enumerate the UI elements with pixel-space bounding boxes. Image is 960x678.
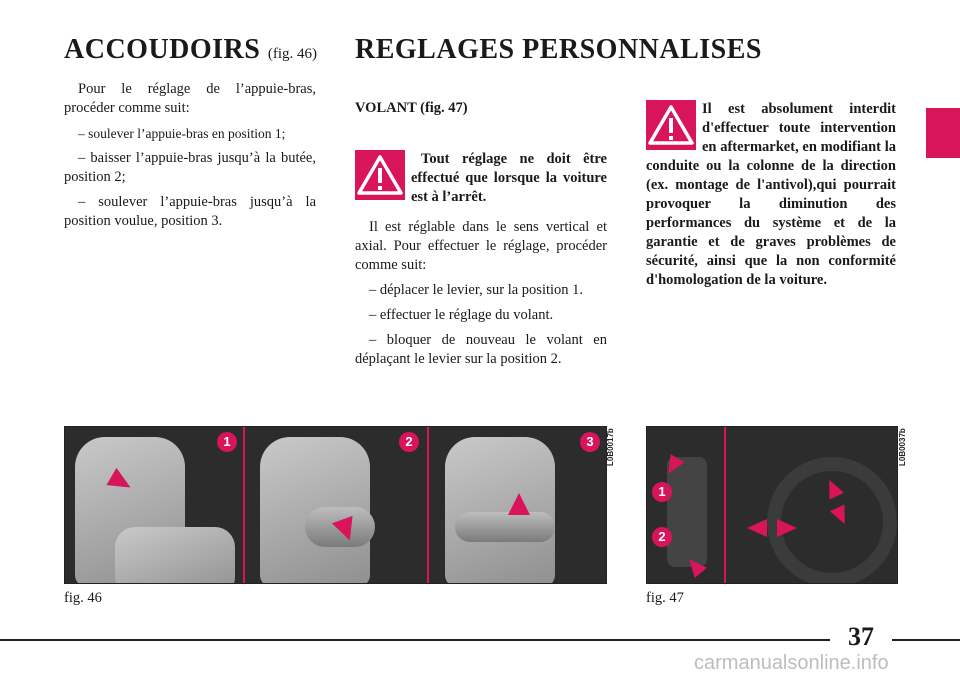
paragraph: Il est réglable dans le sens vertical et axial. Pour effectuer le réglage, procéder comme suit:	[355, 219, 607, 273]
position-badge: 1	[652, 482, 672, 502]
paragraph: – déplacer le levier, sur la position 1.	[369, 282, 584, 298]
fig47-image	[646, 426, 898, 584]
paragraph: – effectuer le réglage du volant.	[369, 307, 554, 323]
fig46-code: L0B0017b	[606, 428, 615, 466]
arrow-icon	[777, 519, 797, 537]
fig46-caption: fig. 46	[64, 590, 102, 606]
section-title-accoudoirs: ACCOUDOIRS (fig. 46)	[64, 34, 318, 65]
chapter-tab	[926, 108, 960, 158]
paragraph: – soulever l’appuie-bras jusqu’à la position voulue, position 3.	[64, 194, 316, 229]
volant-text	[355, 218, 607, 375]
position-badge: 3	[580, 432, 600, 452]
warning-icon	[355, 150, 405, 200]
armrest	[455, 512, 555, 542]
fig-ref: (fig. 46)	[267, 46, 318, 62]
fig46-image	[64, 426, 607, 584]
fig47-code: L0B0037b	[898, 428, 907, 466]
panel-divider	[724, 427, 726, 583]
page-number: 37	[848, 622, 874, 651]
volant-subtitle: VOLANT (fig. 47)	[355, 100, 468, 116]
footer-line	[892, 639, 960, 641]
paragraph: – soulever l’appuie-bras en position 1;	[78, 126, 286, 141]
accoudoirs-text	[64, 80, 316, 237]
section-title-reglages: REGLAGES PERSONNALISES	[355, 34, 763, 65]
panel-divider	[427, 427, 429, 583]
paragraph: Pour le réglage de l’appuie-bras, procéder comme suit:	[64, 81, 316, 116]
warning-text-1: Tout réglage ne doit être effectué que lorsque la voiture est à l’arrêt.	[411, 151, 607, 205]
watermark: carmanualsonline.info	[694, 652, 889, 674]
footer-line	[0, 639, 830, 641]
position-badge: 2	[652, 527, 672, 547]
fig47-caption: fig. 47	[646, 590, 684, 606]
paragraph: – baisser l’appuie-bras jusqu’à la butée, position 2;	[64, 150, 316, 185]
arrow-icon	[747, 519, 767, 537]
seat	[445, 437, 555, 584]
arrow-icon	[508, 493, 530, 515]
warning-text-2: Il est absolument interdit d'effectuer toute intervention en aftermarket, en modifiant la conduite ou la colonne de la direction (ex. montage de l'antivol),qui pourrait provoquer la diminution des performances du système et de la garantie et de graves problèmes de sécurité, ainsi que la non conformité d'homologation de la voiture.	[646, 101, 896, 288]
panel-divider	[243, 427, 245, 583]
paragraph: – bloquer de nouveau le volant en déplaçant le levier sur la position 2.	[355, 332, 607, 367]
position-badge: 1	[217, 432, 237, 452]
seat-cushion	[115, 527, 235, 584]
position-badge: 2	[399, 432, 419, 452]
